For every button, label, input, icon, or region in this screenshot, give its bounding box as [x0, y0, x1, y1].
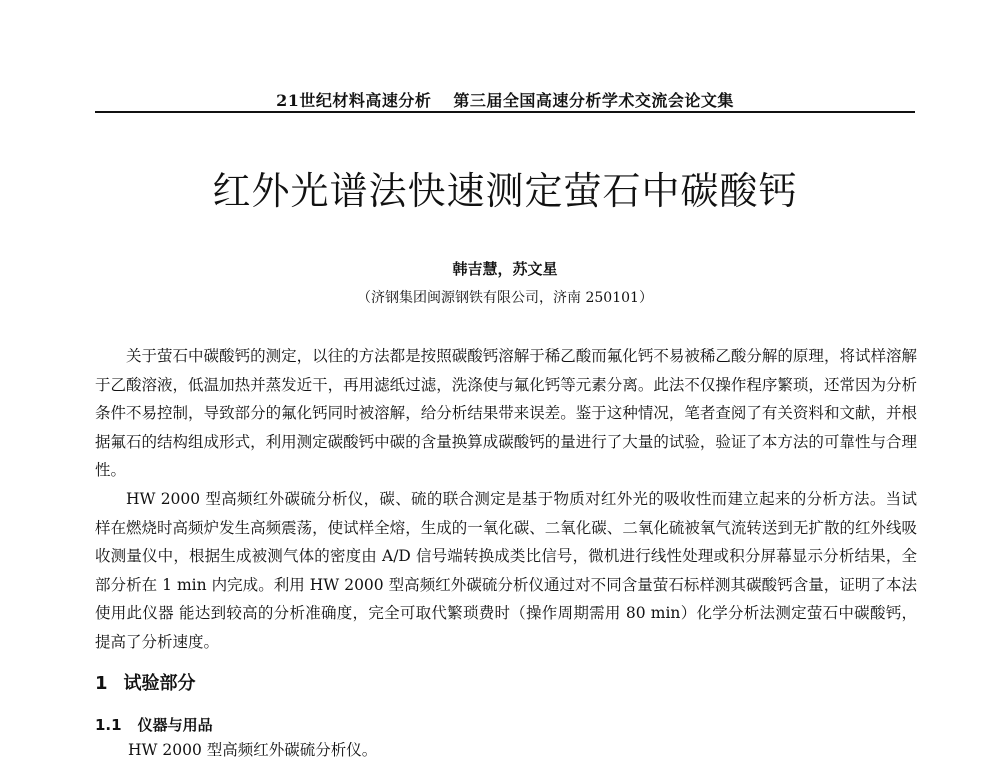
- subsection-heading: [95, 714, 213, 735]
- header-rule: [95, 111, 915, 113]
- paper-title: 红外光谱法快速测定萤石中碳酸钙: [212, 169, 798, 213]
- body-paragraph-2: HW 2000 型高频红外碳硫分析仪，碳、硫的联合测定是基于物质对红外光的吸收性而建立起来的分析方法。当试样在燃烧时高频炉发生高频震荡，使试样全熔，生成的一氧化碳、二氧化碳、二氧化硫被氧气流转送到无扩散的红外线吸收测量仪中，根据生成被测气体的密度由 A/D 信号端转换成类比信号，微机进行线性处理或积分屏幕显示分析结果，全部分析在 1 min 内完成。利用 HW 2000 型高频红外碳硫分析仪通过对不同含量萤石标样测其碳酸钙含量，证明了本法使用此仪器 能达到较高的分析准确度，完全可取代繁琐费时（操作周期需用 80 min）化学分析法测定萤石中碳酸钙，提高了分析速度。: [95, 490, 917, 651]
- paper-authors: 韩吉慧，苏文星: [452, 260, 558, 278]
- running-header-left: 21世纪材料高速分析: [276, 91, 432, 110]
- equipment-line: HW 2000 型高频红外碳硫分析仪。: [128, 741, 378, 759]
- section-title: 试验部分: [123, 673, 196, 694]
- body-paragraph-1: 关于萤石中碳酸钙的测定，以往的方法都是按照碳酸钙溶解于稀乙酸而氟化钙不易被稀乙酸分解的原理，将试样溶解于乙酸溶液，低温加热并蒸发近干，再用滤纸过滤，洗涤使与氟化钙等元素分离。此法不仅操作程序繁琐，还常因为分析条件不易控制，导致部分的氟化钙同时被溶解，给分析结果带来误差。鉴于这种情况，笔者查阅了有关资料和文献，并根据氟石的结构组成形式，利用测定碳酸钙中碳的含量换算成碳酸钙的量进行了大量的试验，验证了本方法的可靠性与合理性。: [95, 347, 917, 479]
- section-heading: [95, 669, 196, 695]
- running-header-right: 第三届全国高速分析学术交流会论文集: [453, 91, 734, 110]
- running-header: [95, 88, 915, 111]
- paper-affiliation: （济钢集团闽源钢铁有限公司，济南 250101）: [357, 290, 653, 306]
- subsection-title: 仪器与用品: [137, 716, 213, 734]
- section-number: 1: [95, 673, 108, 694]
- subsection-number: 1.1: [95, 716, 122, 734]
